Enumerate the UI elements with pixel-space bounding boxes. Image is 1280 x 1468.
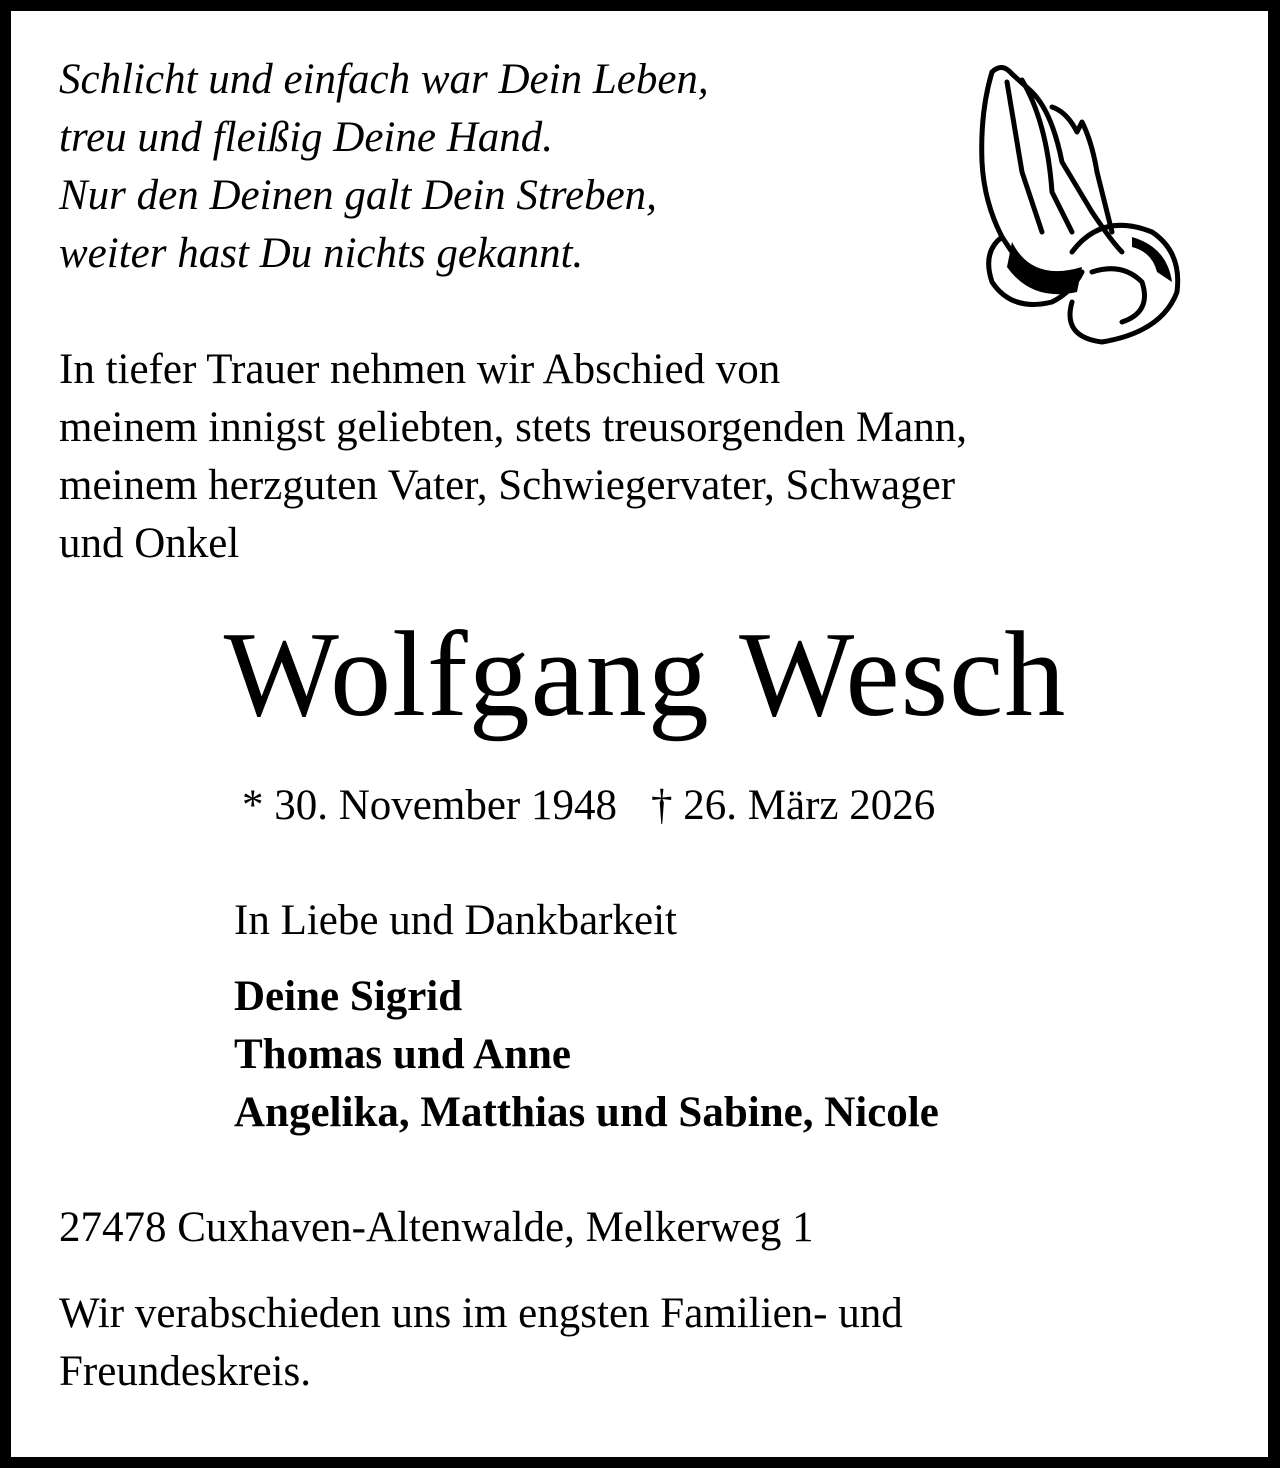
birth-date: * 30. November 1948 [242, 782, 617, 829]
notice-line: Freundeskreis. [59, 1348, 311, 1395]
poem-line: Schlicht und einfach war Dein Leben, [59, 56, 709, 103]
deceased-name: Wolfgang Wesch [223, 607, 1067, 742]
mourners [234, 968, 939, 1142]
intro-line: meinem innigst geliebten, stets treusorgenden Mann, [59, 404, 967, 451]
intro-text [59, 341, 967, 573]
poem-line: weiter hast Du nichts gekannt. [59, 230, 584, 277]
address: 27478 Cuxhaven-Altenwalde, Melkerweg 1 [59, 1204, 814, 1251]
intro-line: meinem herzguten Vater, Schwiegervater, Schwager [59, 462, 956, 509]
intro-line: In tiefer Trauer nehmen wir Abschied von [59, 346, 781, 393]
death-date: † 26. März 2026 [651, 782, 936, 829]
poem-line: Nur den Deinen galt Dein Streben, [59, 172, 657, 219]
life-dates [242, 777, 935, 835]
closing-line: In Liebe und Dankbarkeit [234, 897, 677, 944]
intro-line: und Onkel [59, 520, 240, 567]
mourner-line: Thomas und Anne [234, 1031, 571, 1078]
mourner-line: Angelika, Matthias und Sabine, Nicole [234, 1089, 939, 1136]
poem-line: treu und fleißig Deine Hand. [59, 114, 554, 161]
funeral-notice [59, 1285, 903, 1401]
praying-hands-icon [952, 52, 1192, 352]
poem [59, 51, 709, 283]
mourner-line: Deine Sigrid [234, 973, 463, 1020]
notice-line: Wir verabschieden uns im engsten Familien- und [59, 1290, 903, 1337]
